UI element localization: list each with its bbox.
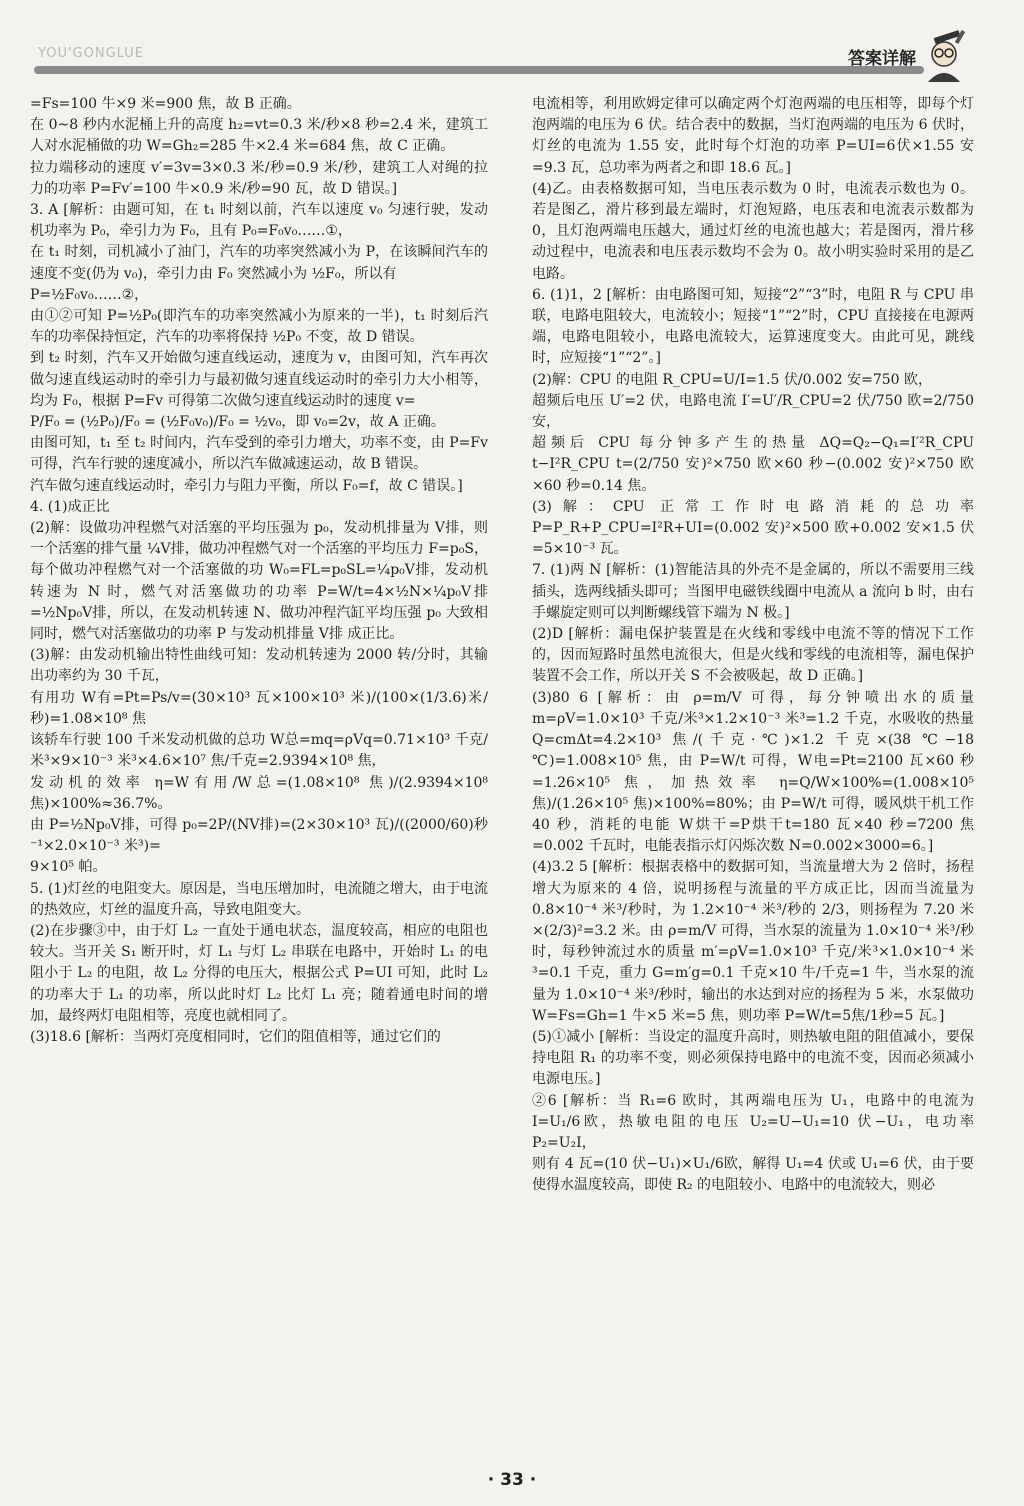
paragraph: 汽车做匀速直线运动时，牵引力与阻力平衡，所以 F₀=f，故 C 错误。] bbox=[30, 477, 463, 494]
mascot-icon bbox=[920, 30, 968, 82]
question-3: 3. A [解析：由题可知，在 t₁ 时刻以前，汽车以速度 v₀ 匀速行驶，发动机功率为 P₀，牵引力为 F₀，且有 P₀=F₀v₀……①， bbox=[30, 202, 488, 240]
formula: P/F₀ = (½P₀)/F₀ = (½F₀v₀)/F₀ = ½v₀，即 v₀=2v，故 A 正确。 bbox=[30, 414, 445, 431]
paragraph: 电流相等，利用欧姆定律可以确定两个灯泡两端的电压相等，即每个灯泡两端的电压为 6 伏。结合表中的数据，当灯泡两端的电压为 6 伏时，灯丝的电流为 1.55 安，此时每个灯泡的功率 P=UI=6伏×1.55 安=9.3 瓦，总功率为两者之和即 18.6 瓦。] bbox=[532, 96, 974, 176]
formula: P=½F₀v₀……②， bbox=[30, 286, 149, 303]
paragraph: 拉力端移动的速度 v′=3v=3×0.3 米/秒=0.9 米/秒，建筑工人对绳的拉力的功率 P=Fv′=100 牛×0.9 米/秒=90 瓦，故 D 错误。] bbox=[30, 159, 488, 197]
paragraph: 到 t₂ 时刻，汽车又开始做匀速直线运动，速度为 v，由图可知，汽车再次做匀速直线运动时的牵引力与最初做匀速直线运动时的牵引力大小相等，均为 F₀，根据 P=Fv 可得第二次做匀速直线运动时的速度 v= bbox=[30, 350, 488, 409]
question-4: 4. (1)成正比 bbox=[30, 498, 110, 515]
page-header bbox=[0, 0, 1024, 86]
question-6: 6. (1)1，2 [解析：由电路图可知，短接“2”“3”时，电阻 R 与 CPU 串联，电路电阻较大，电流较小；短接“1”“2”时，CPU 直接接在电源两端，电路电阻较小，电路电流较大，运算速度变大。由此可见，跳线时，应短接“1”“2”。] bbox=[532, 286, 974, 367]
paragraph: (3)解：CPU 正常工作时电路消耗的总功率 P=P_R+P_CPU=I²R+UI=(0.002 安)²×500 欧+0.002 安×1.5 伏=5×10⁻³ 瓦。 bbox=[532, 498, 974, 558]
paragraph: (3)解：由发动机输出特性曲线可知：发动机转速为 2000 转/分时，其输出功率约为 30 千瓦， bbox=[30, 647, 488, 685]
paragraph: (4)乙。由表格数据可知，当电压表示数为 0 时，电流表示数也为 0。若是图乙，滑片移到最左端时，灯泡短路，电压表和电流表示数都为 0，且灯泡两端电压越大，通过灯丝的电流也越大；若是图丙，滑片移动过程中，电流表和电压表示数均不会为 0。故小明实验时采用的是乙电路。 bbox=[532, 180, 974, 282]
header-rule bbox=[34, 66, 924, 74]
formula: 由 P=½Np₀V排，可得 p₀=2P/(NV排)=(2×30×10³ 瓦)/((2000/60)秒⁻¹×2.0×10⁻³ 米³)= bbox=[30, 816, 488, 855]
paragraph: 由图可知，t₁ 至 t₂ 时间内，汽车受到的牵引力增大，功率不变，由 P=Fv 可得，汽车行驶的速度减小，所以汽车做减速运动，故 B 错误。 bbox=[30, 435, 488, 473]
brand-watermark: YOU'GONGLUE bbox=[38, 46, 144, 61]
left-column bbox=[30, 94, 488, 1048]
paragraph: 在 0~8 秒内水泥桶上升的高度 h₂=vt=0.3 米/秒×8 秒=2.4 米，建筑工人对水泥桶做的功 W=Gh₂=285 牛×2.4 米=684 焦，故 C 正确。 bbox=[30, 117, 488, 155]
question-7: 7. (1)两 N [解析：(1)智能洁具的外壳不是金属的，所以不需要用三线插头，选两线插头即可；当图甲电磁铁线圈中电流从 a 流向 b 时，由右手螺旋定则可以判断螺线管下端为 N 极。] bbox=[532, 562, 974, 621]
formula: 发动机的效率 η=W有用/W总=(1.08×10⁸ 焦)/(2.9394×10⁸ 焦)×100%≈36.7%。 bbox=[30, 774, 488, 812]
paragraph: 由①②可知 P=½P₀(即汽车的功率突然减小为原来的一半)，t₁ 时刻后汽车的功率保持恒定，汽车的功率将保持 ½P₀ 不变，故 D 错误。 bbox=[30, 308, 488, 346]
header-title: 答案详解 bbox=[848, 49, 916, 69]
paragraph: (3)80 6 [解析：由 ρ=m/V 可得，每分钟喷出水的质量 m=ρV=1.0×10³ 千克/米³×1.2×10⁻³ 米³=1.2 千克，水吸收的热量 Q=cmΔt=4.2×10³ 焦/(千克·℃)×1.2 千克×(38 ℃−18 ℃)=1.008×10⁵ 焦，由 P=W/t 可得，W电=Pt=2100 瓦×60 秒=1.26×10⁵ 焦，加热效率 η=Q/W×100%=(1.008×10⁵ 焦)/(1.26×10⁵ 焦)×100%=80%；由 P=W/t 可得，暖风烘干机工作 40 秒，消耗的电能 W烘干=P烘干t=180 瓦×40 秒=7200 焦=0.002 千瓦时，电能表指示灯闪烁次数 N=0.002×3000=6。] bbox=[532, 689, 974, 855]
formula: (2)解：CPU 的电阻 R_CPU=U/I=1.5 伏/0.002 安=750 欧， bbox=[532, 371, 933, 388]
question-5: 5. (1)灯丝的电阻变大。原因是，当电压增加时，电流随之增大，由于电流的热效应，灯丝的温度升高，导致电阻变大。 bbox=[30, 880, 488, 918]
paragraph: 在 t₁ 时刻，司机减小了油门，汽车的功率突然减小为 P，在该瞬间汽车的速度不变(仍为 v₀)，牵引力由 F₀ 突然减小为 ½F₀，所以有 bbox=[30, 244, 488, 282]
formula: 9×10⁵ 帕。 bbox=[30, 859, 107, 876]
paragraph: (3)18.6 [解析：当两灯亮度相同时，它们的阻值相等，通过它们的 bbox=[30, 1028, 441, 1045]
paragraph: (5)①减小 [解析：当设定的温度升高时，则热敏电阻的阻值减小，要保持电阻 R₁ 的功率不变，则必须保持电路中的电流不变，因而必须减小电源电压。] bbox=[532, 1028, 974, 1088]
paragraph: 超频后 CPU 每分钟多产生的热量 ΔQ=Q₂−Q₁=I′²R_CPU t−I²R_CPU t=(2/750 安)²×750 欧×60 秒−(0.002 安)²×750 欧×60 秒=0.14 焦。 bbox=[532, 435, 974, 494]
paragraph: (2)解：设做功冲程燃气对活塞的平均压强为 p₀，发动机排量为 V排，则一个活塞的排气量 ¼V排，做功冲程燃气对一个活塞的平均压力 F=p₀S，每个做功冲程燃气对一个活塞做的功 W₀=FL=p₀SL=¼p₀V排，发动机转速为 N 时，燃气对活塞做功的功率 P=W/t=4×½N×¼p₀V排=½Np₀V排，所以，在发动机转速 N、做功冲程汽缸平均压强 p₀ 大致相同时，燃气对活塞做功的功率 P 与发动机排量 V排 成正比。 bbox=[30, 520, 488, 643]
paragraph: 则有 4 瓦=(10 伏−U₁)×U₁/6欧，解得 U₁=4 伏或 U₁=6 伏，由于要使得水温度较高，即使 R₂ 的电阻较小、电路中的电流较大，则必 bbox=[532, 1156, 974, 1194]
paragraph: (2)在步骤③中，由于灯 L₂ 一直处于通电状态，温度较高，相应的电阻也较大。当开关 S₁ 断开时，灯 L₁ 与灯 L₂ 串联在电路中，开始时 L₁ 的电阻小于 L₂ 的电阻，故 L₂ 分得的电压大，根据公式 P=UI 可知，此时 L₂ 的功率大于 L₁ 的功率，所以此时灯 L₂ 比灯 L₁ 亮；随着通电时间的增加，最终两灯电阻相等，亮度也就相同了。 bbox=[30, 922, 488, 1024]
paragraph: (4)3.2 5 [解析：根据表格中的数据可知，当流量增大为 2 倍时，扬程增大为原来的 4 倍，说明扬程与流量的平方成正比，因而当流量为 0.8×10⁻⁴ 米³/秒时，为 1.2×10⁻⁴ 米³/秒的 2/3，则扬程为 7.20 米×(2/3)²=3.2 米。由 ρ=m/V 可得，当水泵的流量为 1.0×10⁻⁴ 米³/秒时，每秒钟流过水的质量 m′=ρV=1.0×10³ 千克/米³×1.0×10⁻⁴ 米³=0.1 千克，重力 G=m′g=0.1 千克×10 牛/千克=1 牛，当水泵的流量为 1.0×10⁻⁴ 米³/秒时，输出的水达到对应的扬程为 5 米，水泵做功 W=Fs=Gh=1 牛×5 米=5 焦，则功率 P=W/t=5焦/1秒=5 瓦。] bbox=[532, 859, 974, 1024]
right-column bbox=[532, 94, 974, 1197]
paragraph: (2)D [解析：漏电保护装置是在火线和零线中电流不等的情况下工作的，因而短路时虽然电流很大，但是火线和零线的电流相等，漏电保护装置不会工作，所以开关 S 不会被吸起，故 D 正确。] bbox=[532, 626, 974, 685]
page-number: · 33 · bbox=[487, 1470, 537, 1490]
paragraph: 该轿车行驶 100 千米发动机做的总功 W总=mq=ρVq=0.71×10³ 千克/米³×9×10⁻³ 米³×4.6×10⁷ 焦/千克=2.9394×10⁸ 焦， bbox=[30, 732, 488, 770]
formula: 超频后电压 U′=2 伏，电路电流 I′=U′/R_CPU=2 伏/750 欧=2/750 安， bbox=[532, 392, 974, 431]
paragraph: ②6 [解析：当 R₁=6 欧时，其两端电压为 U₁，电路中的电流为 I=U₁/6欧，热敏电阻的电压 U₂=U−U₁=10 伏−U₁，电功率 P₂=U₂I， bbox=[532, 1092, 974, 1151]
formula: 有用功 W有=Pt=Ps/v=(30×10³ 瓦×100×10³ 米)/(100×(1/3.6)米/秒)=1.08×10⁸ 焦 bbox=[30, 689, 488, 727]
paragraph: =Fs=100 牛×9 米=900 焦，故 B 正确。 bbox=[30, 96, 301, 112]
